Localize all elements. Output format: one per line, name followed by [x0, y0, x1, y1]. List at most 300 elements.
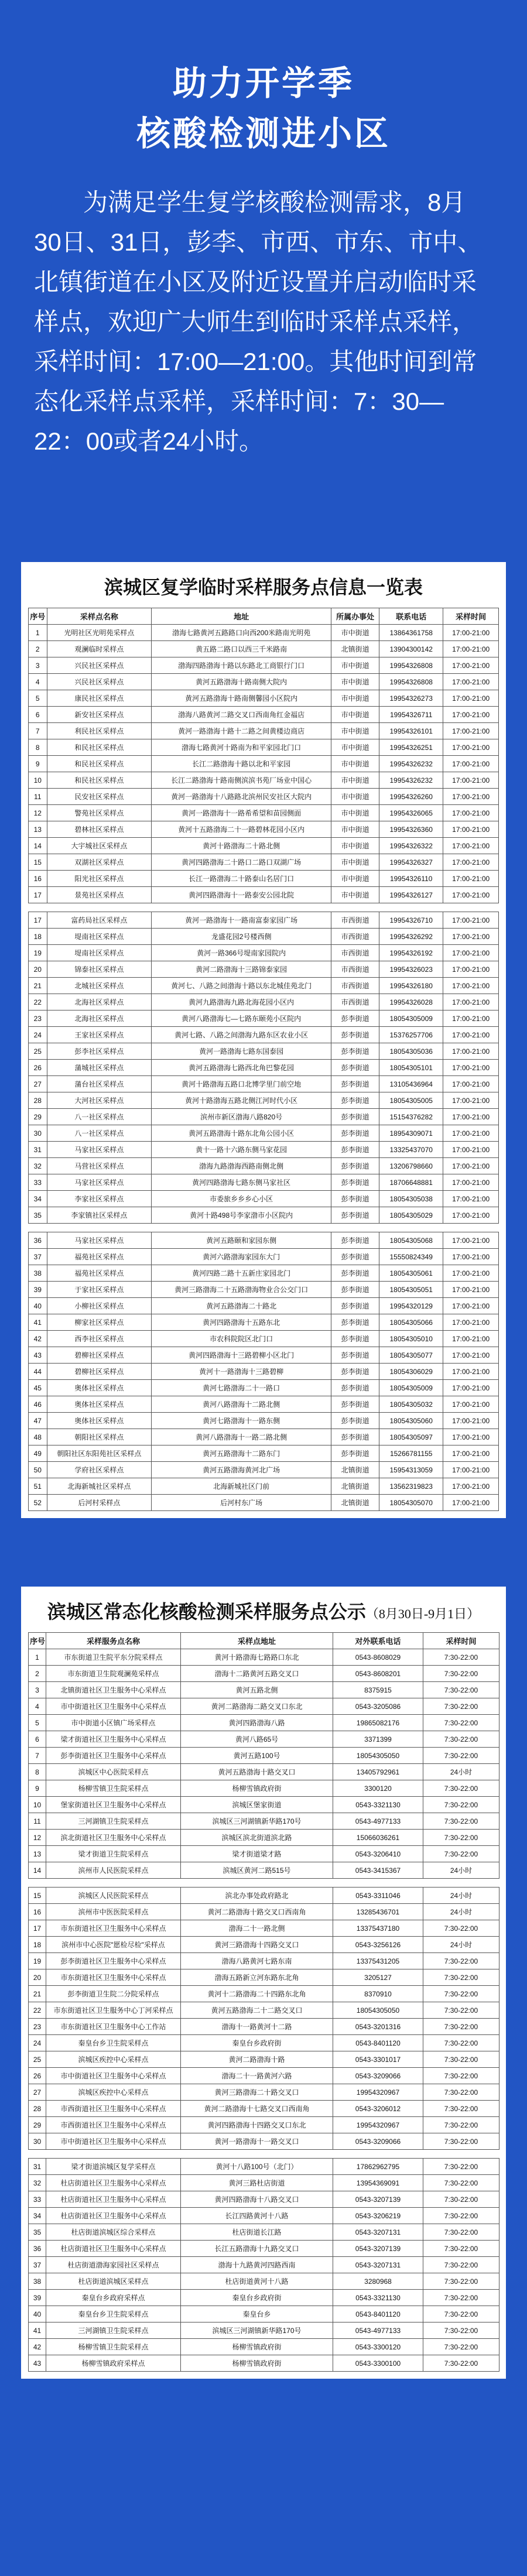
table-row: [29, 723, 499, 739]
table-cell: 市中街道: [331, 805, 379, 821]
temporary-table-title: 滨城区复学临时采样服务点信息一览表: [104, 577, 423, 598]
table-cell: 18054305050: [333, 2002, 423, 2019]
column-header: 采样点地址: [181, 1633, 333, 1649]
table-cell: 18054305009: [379, 1380, 443, 1396]
table-cell: 黄河五路渤海十路南侧大院内: [152, 674, 331, 690]
table-cell: 32: [29, 1158, 47, 1174]
table-row: [29, 994, 499, 1010]
table-cell: 20: [29, 961, 47, 978]
table-cell: 秦皇台乡政府采样点: [46, 2290, 181, 2306]
table-row: [29, 2117, 499, 2133]
table-cell: 7:30-22:00: [423, 1830, 499, 1846]
table-cell: 0543-8401120: [333, 2035, 423, 2051]
table-cell: 43: [29, 1347, 47, 1364]
table-row: [29, 1232, 499, 1249]
table-cell: 3300120: [333, 1780, 423, 1797]
table-cell: 19954326232: [379, 756, 443, 772]
table-row: [29, 1715, 499, 1731]
table-cell: 22: [29, 2002, 46, 2019]
table-cell: 13375437180: [333, 1920, 423, 1937]
table-cell: 34: [29, 2208, 46, 2224]
table-cell: 朝阳社区东阳苑社区采样点: [47, 1445, 152, 1462]
table-cell: 彭李街道: [331, 1249, 379, 1265]
table-row: [29, 2035, 499, 2051]
regular-table-block: [28, 2158, 499, 2372]
table-cell: 19954326808: [379, 657, 443, 674]
regular-table-blocks: [21, 1632, 506, 2372]
table-row: [29, 1010, 499, 1027]
table-cell: 彭李街道: [331, 1429, 379, 1445]
table-cell: 马营社区采样点: [47, 1158, 152, 1174]
table-cell: 滨城区三河湖镇新华路170号: [181, 1813, 333, 1830]
title-line-2: 核酸检测进小区: [136, 115, 391, 153]
table-cell: 彭李街道: [331, 1298, 379, 1314]
table-cell: 黄河二路渤海十路: [181, 2051, 333, 2068]
table-row: [29, 1158, 499, 1174]
table-cell: 蒲台社区采样点: [47, 1076, 152, 1092]
table-cell: 6: [29, 1731, 46, 1748]
table-cell: 10: [29, 1797, 46, 1813]
table-cell: 17:00-21:00: [443, 912, 499, 929]
table-cell: 8: [29, 739, 47, 756]
table-cell: 渤海四路渤海十路以东路北工商银行门口: [152, 657, 331, 674]
table-row: [29, 1347, 499, 1364]
table-cell: 35: [29, 2224, 46, 2241]
table-cell: 于家社区采样点: [47, 1282, 152, 1298]
table-cell: 滨城区疾控中心采样点: [46, 2051, 181, 2068]
table-row: [29, 929, 499, 945]
table-cell: 28: [29, 2101, 46, 2117]
table-row: [29, 887, 499, 903]
table-cell: 彭李街道: [331, 1232, 379, 1249]
table-cell: 19: [29, 1953, 46, 1969]
table-cell: 21: [29, 978, 47, 994]
table-row: [29, 945, 499, 961]
table-cell: 19954326251: [379, 739, 443, 756]
table-row: [29, 2133, 499, 2150]
table-row: [29, 1830, 499, 1846]
table-cell: 市中街道: [331, 707, 379, 723]
table-cell: 17:00-21:00: [443, 641, 499, 657]
table-cell: 利民社区采样点: [47, 723, 152, 739]
table-cell: 大宇城社区采样点: [47, 838, 152, 854]
table-cell: 8375915: [333, 1682, 423, 1698]
table-cell: 黄河十一路渤海十三路碧柳: [152, 1364, 331, 1380]
table-cell: 17:00-21:00: [443, 1347, 499, 1364]
regular-sampling-table-card: [21, 1587, 506, 2379]
table-cell: 黄河三路杜店街道: [181, 2175, 333, 2191]
table-cell: 市西街道: [331, 912, 379, 929]
table-cell: 彭李街道社区卫生服务中心采样点: [46, 1748, 181, 1764]
table-cell: 40: [29, 1298, 47, 1314]
table-cell: 堤南社区采样点: [47, 929, 152, 945]
table-cell: 0543-3207139: [333, 2241, 423, 2257]
table-cell: 18054305051: [379, 1282, 443, 1298]
table-cell: 7:30-22:00: [423, 2002, 499, 2019]
table-cell: 17:00-21:00: [443, 1027, 499, 1043]
table-cell: 17:00-21:00: [443, 1191, 499, 1207]
table-cell: 秦皇台乡政府街: [181, 2290, 333, 2306]
table-cell: 15266781155: [379, 1445, 443, 1462]
table-cell: 16: [29, 871, 47, 887]
table-cell: 7: [29, 723, 47, 739]
table-cell: 3: [29, 657, 47, 674]
table-row: [29, 1462, 499, 1478]
table-cell: 长江一路渤海二十路泰山名居门口: [152, 871, 331, 887]
table-cell: 17:00-21:00: [443, 772, 499, 789]
table-cell: 17:00-21:00: [443, 929, 499, 945]
table-row: [29, 1953, 499, 1969]
table-cell: 18: [29, 929, 47, 945]
table-cell: 奥体社区采样点: [47, 1413, 152, 1429]
table-cell: 观澜临时采样点: [47, 641, 152, 657]
table-cell: 碧林社区采样点: [47, 821, 152, 838]
table-cell: 19954326260: [379, 789, 443, 805]
table-row: [29, 1413, 499, 1429]
table-cell: 黄河四路二路十五新庄家园北门: [152, 1265, 331, 1282]
table-row: [29, 2322, 499, 2339]
table-cell: 彭李街道: [331, 1109, 379, 1125]
table-cell: 13904300142: [379, 641, 443, 657]
table-row: [29, 1846, 499, 1862]
table-row: [29, 1904, 499, 1920]
table-cell: 17:00-21:00: [443, 674, 499, 690]
table-cell: 38: [29, 2273, 46, 2290]
table-cell: 45: [29, 1380, 47, 1396]
table-cell: 彭李街道: [331, 1158, 379, 1174]
title-line-1: 助力开学季: [172, 64, 354, 102]
table-cell: 19954326023: [379, 961, 443, 978]
table-row: [29, 756, 499, 772]
table-cell: 黄河三路渤海十四路交叉口: [181, 1937, 333, 1953]
table-cell: 黄河三路渤海二十五路渤海物业合公交门口: [152, 1282, 331, 1298]
table-row: [29, 1780, 499, 1797]
table-cell: 市东街道社区卫生服务中心工作站: [46, 2019, 181, 2035]
table-cell: 市中街道: [331, 887, 379, 903]
table-cell: 19954326360: [379, 821, 443, 838]
table-row: [29, 1364, 499, 1380]
table-cell: 17:00-21:00: [443, 1282, 499, 1298]
table-cell: 彭李街道: [331, 1027, 379, 1043]
table-cell: 18054305066: [379, 1314, 443, 1331]
table-cell: 49: [29, 1445, 47, 1462]
table-cell: 黄河四路渤海十八路交叉口: [181, 2191, 333, 2208]
table-row: [29, 838, 499, 854]
table-cell: 1: [29, 1649, 46, 1666]
table-cell: 13562319823: [379, 1478, 443, 1495]
table-cell: 9: [29, 756, 47, 772]
table-cell: 和民社区采样点: [47, 756, 152, 772]
table-cell: 八一社区采样点: [47, 1125, 152, 1142]
table-cell: 黄河一路渤海十一路交叉口: [181, 2133, 333, 2150]
table-cell: 北海社区采样点: [47, 994, 152, 1010]
table-row: [29, 2191, 499, 2208]
table-cell: 1: [29, 625, 47, 641]
table-cell: 黄河四路渤海十五路东北: [152, 1314, 331, 1331]
table-cell: 17:00-21:00: [443, 1158, 499, 1174]
table-cell: 41: [29, 2322, 46, 2339]
table-cell: 7:30-22:00: [423, 1715, 499, 1731]
table-cell: 7:30-22:00: [423, 1846, 499, 1862]
table-cell: 彭李街道: [331, 1413, 379, 1429]
table-cell: 7:30-22:00: [423, 1649, 499, 1666]
table-cell: 7:30-22:00: [423, 2306, 499, 2322]
table-cell: 17:00-21:00: [443, 756, 499, 772]
table-cell: 渤海七路黄河五路路口向西200米路南光明苑: [152, 625, 331, 641]
table-cell: 7:30-22:00: [423, 2035, 499, 2051]
table-cell: 7:30-22:00: [423, 2117, 499, 2133]
table-cell: 18054305050: [333, 1748, 423, 1764]
table-cell: 19954326028: [379, 994, 443, 1010]
table-cell: 彭李街道: [331, 1191, 379, 1207]
table-row: [29, 1207, 499, 1224]
table-cell: 17:00-21:00: [443, 821, 499, 838]
table-cell: 18054305010: [379, 1331, 443, 1347]
table-cell: 18054305061: [379, 1265, 443, 1282]
table-cell: 7:30-22:00: [423, 2257, 499, 2273]
table-cell: 19954320129: [379, 1298, 443, 1314]
table-cell: 彭李街道: [331, 1396, 379, 1413]
table-cell: 3371399: [333, 1731, 423, 1748]
table-cell: 双湖社区采样点: [47, 854, 152, 871]
table-cell: 市中街道: [331, 789, 379, 805]
table-cell: 18: [29, 1937, 46, 1953]
table-cell: 滨城区人民医院采样点: [46, 1888, 181, 1904]
table-cell: 39: [29, 2290, 46, 2306]
regular-table-date: （8月30日-9月1日）: [365, 1606, 480, 1621]
table-cell: 渤海十二路黄河五路交叉口: [181, 1666, 333, 1682]
table-cell: 26: [29, 1060, 47, 1076]
table-cell: 44: [29, 1364, 47, 1380]
table-cell: 黄河八路渤海七—七路东颐苑小区院内: [152, 1010, 331, 1027]
table-cell: 17:00-21:00: [443, 1142, 499, 1158]
table-cell: 24: [29, 2035, 46, 2051]
table-cell: 17:00-21:00: [443, 1249, 499, 1265]
table-cell: 梁才街道滨城区复学采样点: [46, 2159, 181, 2175]
table-cell: 彭李街道: [331, 1347, 379, 1364]
table-cell: 19: [29, 945, 47, 961]
table-cell: 新安社区采样点: [47, 707, 152, 723]
table-cell: 黄河十路渤海七路路口东北: [181, 1649, 333, 1666]
table-cell: 后河村采样点: [47, 1495, 152, 1511]
table-cell: 彭李街道: [331, 1265, 379, 1282]
intro-paragraph: 为满足学生复学核酸检测需求，8月30日、31日，彭李、市西、市东、市中、北镇街道在小区及附近设置并启动临时采样点，欢迎广大师生到临时采样点采样，采样时间：17:00—21:00。其他时间到常态化采样点采样，采样时间：7：30—22：00或者24小时。: [34, 189, 482, 455]
regular-table-block: [28, 1887, 499, 2150]
table-cell: 46: [29, 1396, 47, 1413]
table-cell: 3205127: [333, 1969, 423, 1986]
table-cell: 彭李街道: [331, 1142, 379, 1158]
column-header: 联系电话: [379, 608, 443, 625]
table-cell: 龙盛花园2号楼西侧: [152, 929, 331, 945]
table-cell: 31: [29, 1142, 47, 1158]
table-cell: 19954326101: [379, 723, 443, 739]
table-cell: 19954320967: [333, 2117, 423, 2133]
table-cell: 9: [29, 1780, 46, 1797]
table-cell: 17: [29, 887, 47, 903]
table-cell: 19954326711: [379, 707, 443, 723]
table-cell: 17: [29, 912, 47, 929]
table-row: [29, 1191, 499, 1207]
table-cell: 彭李街道: [331, 1314, 379, 1331]
table-cell: 滨北街道社区卫生服务中心采样点: [46, 1830, 181, 1846]
regular-table-block: [28, 1632, 499, 1879]
table-cell: 福苑社区采样点: [47, 1265, 152, 1282]
table-cell: 19954326110: [379, 871, 443, 887]
table-cell: 40: [29, 2306, 46, 2322]
table-cell: 黄河五路渤海黄河北广场: [152, 1462, 331, 1478]
table-cell: 彭李街道: [331, 1076, 379, 1092]
table-row: [29, 739, 499, 756]
table-cell: 17:00-21:00: [443, 1076, 499, 1092]
table-row: [29, 2241, 499, 2257]
table-cell: 33: [29, 1174, 47, 1191]
table-cell: 李家社区采样点: [47, 1191, 152, 1207]
table-cell: 17:00-21:00: [443, 805, 499, 821]
table-cell: 7:30-22:00: [423, 1986, 499, 2002]
table-cell: 杜店街道社区卫生服务中心采样点: [46, 2191, 181, 2208]
hero-section: [0, 0, 527, 550]
table-cell: 14: [29, 1862, 46, 1879]
table-row: [29, 1666, 499, 1682]
table-row: [29, 1109, 499, 1125]
table-cell: 7:30-22:00: [423, 2290, 499, 2306]
table-cell: 黄河五路渤海二十二路交叉口: [181, 2002, 333, 2019]
table-row: [29, 1043, 499, 1060]
table-cell: 康民社区采样点: [47, 690, 152, 707]
table-cell: 学府社区采样点: [47, 1462, 152, 1478]
table-cell: 42: [29, 1331, 47, 1347]
table-cell: 7:30-22:00: [423, 2019, 499, 2035]
table-cell: 北海新城社区采样点: [47, 1478, 152, 1495]
table-cell: 长江四路黄河十八路: [181, 2208, 333, 2224]
table-cell: 黄河四路渤海二十路口二路口双湖广场: [152, 854, 331, 871]
table-cell: 李家镇社区采样点: [47, 1207, 152, 1224]
table-cell: 0543-3206410: [333, 1846, 423, 1862]
table-cell: 奥体社区采样点: [47, 1396, 152, 1413]
table-cell: 秦皇台乡政府街: [181, 2035, 333, 2051]
table-cell: 19954326273: [379, 690, 443, 707]
table-cell: 0543-3321130: [333, 1797, 423, 1813]
table-cell: 52: [29, 1495, 47, 1511]
table-cell: 17:00-21:00: [443, 690, 499, 707]
table-row: [29, 1698, 499, 1715]
table-cell: 市中街道社区卫生服务中心采样点: [46, 2068, 181, 2084]
table-cell: 北镇街道: [331, 1478, 379, 1495]
table-cell: 杜店街道社区卫生服务中心采样点: [46, 2241, 181, 2257]
table-cell: 18054305097: [379, 1429, 443, 1445]
table-cell: 30: [29, 1125, 47, 1142]
table-cell: 市东街道社区卫生服务中心采样点: [46, 1969, 181, 1986]
table-cell: 19954326322: [379, 838, 443, 854]
table-cell: 渤海五路新立河东路东北角: [181, 1969, 333, 1986]
table-cell: 13405792961: [333, 1764, 423, 1780]
table-row: [29, 821, 499, 838]
table-cell: 北城社区采样点: [47, 978, 152, 994]
table-cell: 19954326127: [379, 887, 443, 903]
table-row: [29, 1125, 499, 1142]
table-cell: 彭李街道: [331, 1010, 379, 1027]
table-cell: 17:00-21:00: [443, 1429, 499, 1445]
table-cell: 47: [29, 1413, 47, 1429]
table-cell: 黄河七、八路之间渤海十路以东北城佳苑北门: [152, 978, 331, 994]
table-cell: 28: [29, 1092, 47, 1109]
table-cell: 黄河十二路渤海二十四路东北角: [181, 1986, 333, 2002]
temporary-table-block: [28, 912, 499, 1224]
table-cell: 三河湖镇卫生院采样点: [46, 1813, 181, 1830]
table-cell: 富药局社区采样点: [47, 912, 152, 929]
table-cell: 王家社区采样点: [47, 1027, 152, 1043]
table-row: [29, 1380, 499, 1396]
table-cell: 13: [29, 1846, 46, 1862]
table-cell: 17:00-21:00: [443, 1478, 499, 1495]
table-cell: 18054305038: [379, 1191, 443, 1207]
table-row: [29, 1495, 499, 1511]
table-cell: 22: [29, 994, 47, 1010]
table-cell: 19954326292: [379, 929, 443, 945]
table-cell: 17:00-21:00: [443, 871, 499, 887]
table-cell: 17:00-21:00: [443, 1413, 499, 1429]
column-header: 对外联系电话: [333, 1633, 423, 1649]
table-cell: 秦皇台乡: [181, 2306, 333, 2322]
table-cell: 滨州市人民医院采样点: [46, 1862, 181, 1879]
table-cell: 市中街道: [331, 821, 379, 838]
table-cell: 杨柳雪镇政府街: [181, 2339, 333, 2355]
table-cell: 北镇街道: [331, 1462, 379, 1478]
table-cell: 18706648881: [379, 1174, 443, 1191]
table-cell: 17:00-21:00: [443, 1125, 499, 1142]
table-cell: 37: [29, 1249, 47, 1265]
table-cell: 7:30-22:00: [423, 2084, 499, 2101]
table-row: [29, 1331, 499, 1347]
table-cell: 碧柳社区采样点: [47, 1347, 152, 1364]
table-cell: 48: [29, 1429, 47, 1445]
column-header: 采样时间: [443, 608, 499, 625]
table-cell: 碧柳社区采样点: [47, 1364, 152, 1380]
table-cell: 渤海八路黄河二路交叉口西南角红金福店: [152, 707, 331, 723]
table-cell: 渤海七路黄河十路南为和平家园北门口: [152, 739, 331, 756]
table-cell: 6: [29, 707, 47, 723]
regular-header-row: [29, 1633, 499, 1649]
table-cell: 51: [29, 1478, 47, 1495]
table-cell: 16: [29, 1904, 46, 1920]
table-cell: 市东街道卫生院平东分院采样点: [46, 1649, 181, 1666]
table-cell: 13285436701: [333, 1904, 423, 1920]
table-cell: 0543-3201316: [333, 2019, 423, 2035]
table-cell: 杨柳雪镇政府街: [181, 1780, 333, 1797]
table-row: [29, 1429, 499, 1445]
table-cell: 15066036261: [333, 1830, 423, 1846]
table-cell: 秦皇台乡卫生院采样点: [46, 2306, 181, 2322]
table-cell: 0543-3209066: [333, 2133, 423, 2150]
table-row: [29, 1298, 499, 1314]
table-cell: 彭李街道: [331, 1207, 379, 1224]
table-cell: 17:00-21:00: [443, 1462, 499, 1478]
table-cell: 警苑社区采样点: [47, 805, 152, 821]
table-cell: 杨柳雪镇政府街: [181, 2355, 333, 2372]
table-cell: 黄河二路渤海二路交叉口东北: [181, 1698, 333, 1715]
table-row: [29, 1142, 499, 1158]
column-header: 序号: [29, 608, 47, 625]
table-cell: 19954326710: [379, 912, 443, 929]
table-cell: 24: [29, 1027, 47, 1043]
table-cell: 23: [29, 1010, 47, 1027]
table-cell: 7:30-22:00: [423, 1953, 499, 1969]
table-cell: 19954326180: [379, 978, 443, 994]
table-cell: 黄河七路渤海十一路东侧: [152, 1413, 331, 1429]
table-cell: 19954326327: [379, 854, 443, 871]
table-cell: 梁才街道社区卫生服务中心采样点: [46, 1731, 181, 1748]
table-cell: 18954309071: [379, 1125, 443, 1142]
